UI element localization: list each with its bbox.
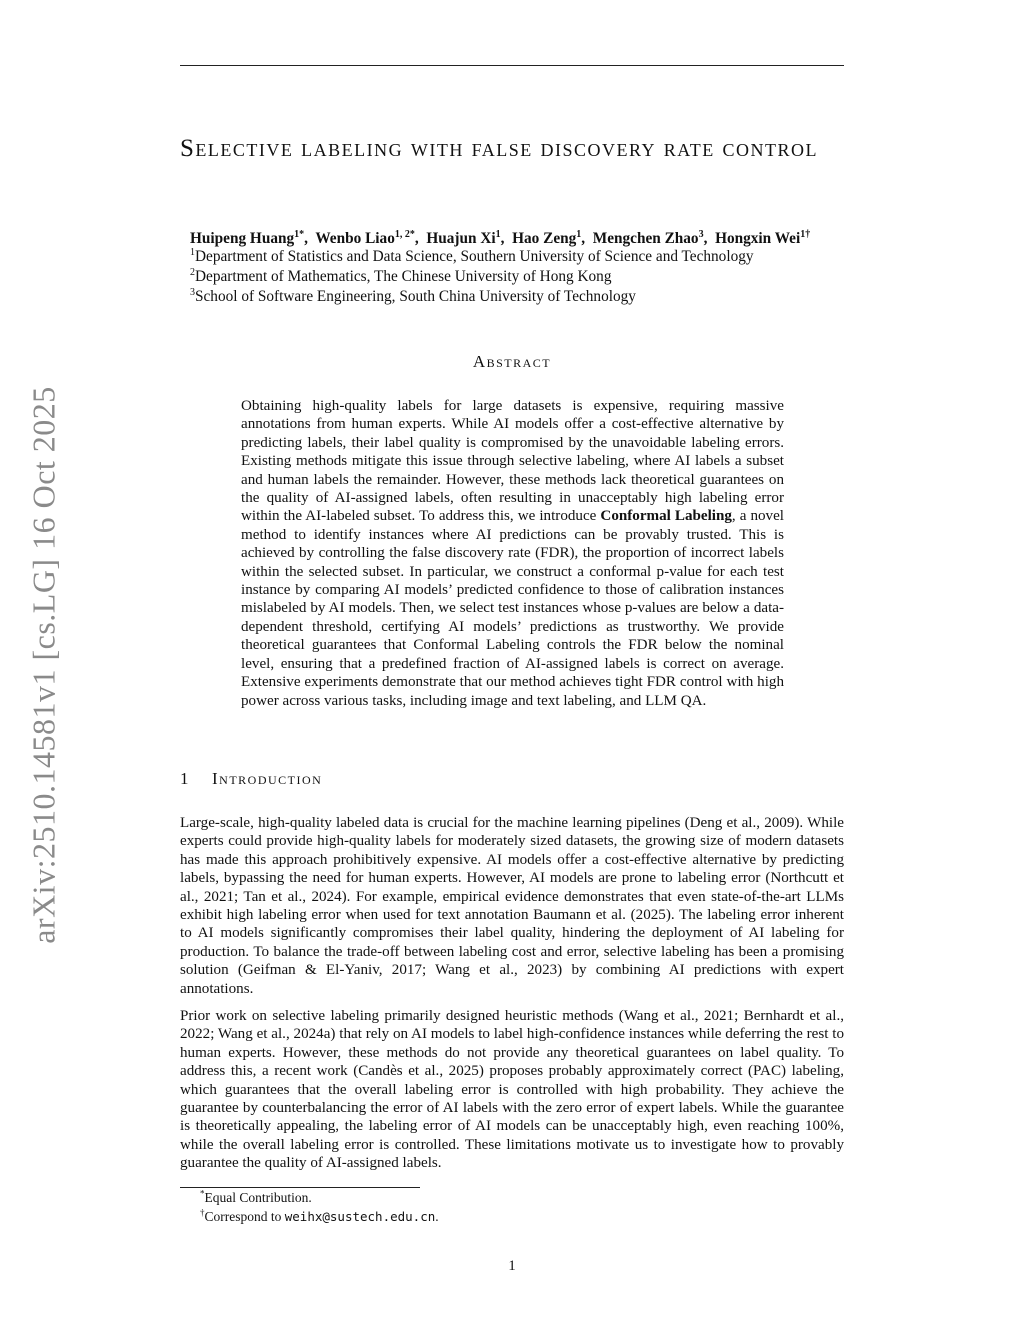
section-number: 1 (180, 769, 190, 788)
top-rule (180, 65, 844, 66)
affiliation (190, 267, 870, 287)
intro-paragraph-2: Prior work on selective labeling primarily designed heuristic methods (Wang et al., 2021; Bernhardt et al., 2022; Wang et al., 2024a) that rely on AI models to label high-confidence instances while deferring the rest to human experts. However, these methods do not provide any theoretical guarantees on label quality. To address this, a recent work (Candès et al., 2025) proposes probably approximately correct (PAC) labeling, which guarantees that the overall labeling error is controlled with high probability. They achieve the guarantee by counterbalancing the error of AI labels with the zero error of expert labels. While the guarantee is theoretically appealing, the labeling error of AI models can be unacceptably high, even reaching 100%, while the overall labeling error is controlled. These limitations motivate us to investigate how to provably guarantee the quality of AI-assigned labels. (180, 1008, 844, 1172)
author-extra: * (299, 228, 305, 240)
abstract-body (241, 397, 784, 710)
intro-paragraph-1: Large-scale, high-quality labeled data is crucial for the machine learning pipelines (Deng et al., 2009). While experts could provide high-quality labels for moderately sized datasets, the growing size of modern datasets has made this approach prohibitively expensive. AI models offer a cost-effective alternative by predicting labels, bypassing the need for human experts. However, AI models are prone to labeling error (Northcutt et al., 2021; Tan et al., 2024). For example, empirical evidence demonstrates that even state-of-the-art LLMs exhibit high labeling error when used for text annotation Baumann et al. (2025). The labeling error inherent to AI models significantly compromises their label quality, hindering the deployment of AI labeling for production. To balance the trade-off between labeling cost and error, selective labeling has been a promising solution (Geifman & El-Yaniv, 2017; Wang et al., 2023) by combining AI predictions with expert annotations. (180, 815, 844, 997)
affiliation-mark: 1 (190, 246, 195, 258)
affiliation-text: Department of Mathematics, The Chinese University of Hong Kong (195, 268, 612, 285)
author-name: Hongxin Wei (715, 230, 801, 247)
author-name: Wenbo Liao (315, 230, 395, 247)
author-name: Mengchen Zhao (592, 230, 699, 247)
affiliation-mark: 3 (190, 286, 195, 298)
abstract-method-name: Conformal Labeling (600, 508, 732, 525)
author-mark: 1 (576, 228, 582, 240)
author-mark: 1 (800, 228, 806, 240)
author-name: Huajun Xi (426, 230, 496, 247)
footnote-rule (180, 1187, 420, 1188)
abstract-text: Obtaining high-quality labels for large datasets is expensive, requiring massive annotations from human experts. While AI models offer a cost-effective alternative by predicting labels, their label quality is compromised by the unavoidable labeling errors. Existing methods mitigate this issue through selective labeling, where AI labels a subset and human labels the remainder. However, these methods lack theoretical guarantees on the quality of AI-assigned labels, often resulting in unacceptably high labeling error within the AI-labeled subset. To address this, we introduce (241, 398, 784, 525)
author-mark: 1 (495, 228, 501, 240)
footnote: †Correspond to weihx@sustech.edu.cn. (200, 1207, 439, 1224)
abstract-heading: Abstract (472, 352, 552, 371)
author-extra: † (805, 228, 811, 240)
affiliation (190, 287, 870, 307)
paper-title: Selective labeling with false discovery rate control (180, 135, 819, 162)
affiliation-text: School of Software Engineering, South China University of Technology (195, 288, 636, 305)
footnote-mark: * (200, 1188, 205, 1199)
arxiv-stamp: arXiv:2510.14581v1 [cs.LG] 16 Oct 2025 (25, 386, 62, 944)
email-link[interactable]: weihx@sustech.edu.cn (284, 1209, 436, 1224)
section-heading (180, 769, 322, 789)
section-title: Introduction (212, 769, 323, 788)
abstract-text: , a novel method to identify instances where AI predictions can be provably trusted. This is achieved by controlling the false discovery rate (FDR), the proportion of incorrect labels within the selected subset. In particular, we construct a conformal p-value for each test instance by comparing AI models’ predicted confidence to those of calibration instances mislabeled by AI models. Then, we select test instances whose p-values are below a data-dependent threshold, certifying AI models’ predictions as trustworthy. We provide theoretical guarantees that Conformal Labeling controls the FDR below the nominal level, ensuring that a predefined fraction of AI-assigned labels is correct on average. Extensive experiments demonstrate that our method achieves tight FDR control with high power across various tasks, including image and text labeling, and LLM QA. (241, 508, 784, 709)
author-names: Huipeng Huang$^{1*}$, Wenbo Liao$^{1, 2*}$, Huajun Xi$^1$, Hao Zeng$^1$, Mengchen Zhao$^3$, Hongxin Wei$^{1\dagger}$ (190, 228, 811, 247)
footnote-text: Equal Contribution. (204, 1190, 312, 1205)
footnote-text: Correspond to (204, 1209, 285, 1224)
affiliation-text: Department of Statistics and Data Science, Southern University of Science and Technology (195, 248, 754, 265)
footnote (200, 1190, 312, 1206)
author-list (190, 229, 890, 249)
author-name: Huipeng Huang (190, 230, 295, 247)
footnote-mark: † (200, 1207, 205, 1218)
author-mark: 1, 2 (394, 228, 410, 240)
author-extra: * (409, 228, 415, 240)
affiliation (190, 247, 870, 267)
author-mark: 1 (294, 228, 300, 240)
author-name: Hao Zeng (512, 230, 577, 247)
affiliation-mark: 2 (190, 266, 195, 278)
page-number: 1 (508, 1258, 516, 1274)
author-mark: 3 (698, 228, 704, 240)
